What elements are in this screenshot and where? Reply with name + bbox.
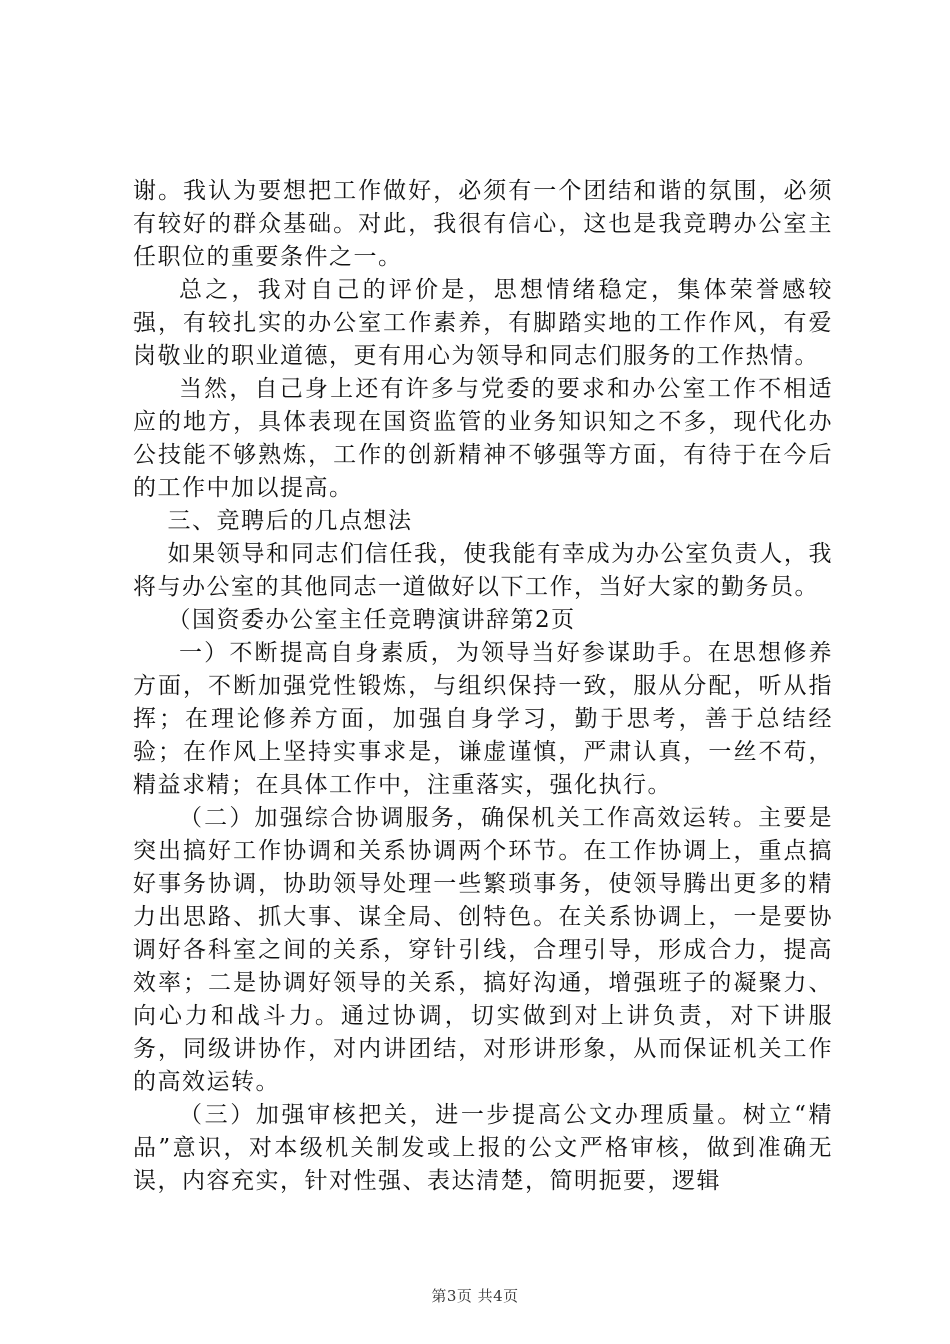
paragraph-1: 谢。我认为要想把工作做好，必须有一个团结和谐的氛围，必须有较好的群众基础。对此，我很有信心，这也是我竞聘办公室主任职位的重要条件之一。 xyxy=(133,178,833,270)
document-body xyxy=(133,175,833,1198)
paragraph-3: 当然，自己身上还有许多与党委的要求和办公室工作不相适应的地方，具体表现在国资监管的业务知识知之不多，现代化办公技能不够熟炼，工作的创新精神不够强等方面，有待于在今后的工作中加以提高。 xyxy=(133,376,833,501)
page-source-line: （国资委办公室主任竞聘演讲辞第2页 xyxy=(167,607,576,633)
page-footer: 第3页 共4页 xyxy=(431,1287,519,1305)
paragraph-2: 总之，我对自己的评价是，思想情绪稳定，集体荣誉感较强，有较扎实的办公室工作素养，有脚踏实地的工作作风，有爱岗敬业的职业道德，更有用心为领导和同志们服务的工作热情。 xyxy=(133,277,833,369)
section-heading: 三、竞聘后的几点想法 xyxy=(167,508,413,534)
paragraph-4: 如果领导和同志们信任我，使我能有幸成为办公室负责人，我将与办公室的其他同志一道做好以下工作，当好大家的勤务员。 xyxy=(133,541,833,600)
paragraph-6: （二）加强综合协调服务，确保机关工作高效运转。主要是突出搞好工作协调和关系协调两个环节。在工作协调上，重点搞好事务协调，协助领导处理一些繁琐事务，使领导腾出更多的精力出思路、抓大事、谋全局、创特色。在关系协调上，一是要协调好各科室之间的关系，穿针引线，合理引导，形成合力，提高效率；二是协调好领导的关系，搞好沟通，增强班子的凝聚力、向心力和战斗力。通过协调，切实做到对上讲负责，对下讲服务，同级讲协作，对内讲团结，对形讲形象，从而保证机关工作的高效运转。 xyxy=(133,805,833,1095)
paragraph-5: 一）不断提高自身素质，为领导当好参谋助手。在思想修养方面，不断加强党性锻炼，与组织保持一致，服从分配，听从指挥；在理论修养方面，加强自身学习，勤于思考，善于总结经验；在作风上坚持实事求是，谦虚谨慎，严肃认真，一丝不苟，精益求精；在具体工作中，注重落实，强化执行。 xyxy=(133,640,833,798)
paragraph-7: （三）加强审核把关，进一步提高公文办理质量。树立“精品”意识，对本级机关制发或上报的公文严格审核，做到准确无误，内容充实，针对性强、表达清楚，简明扼要，逻辑 xyxy=(133,1102,833,1194)
